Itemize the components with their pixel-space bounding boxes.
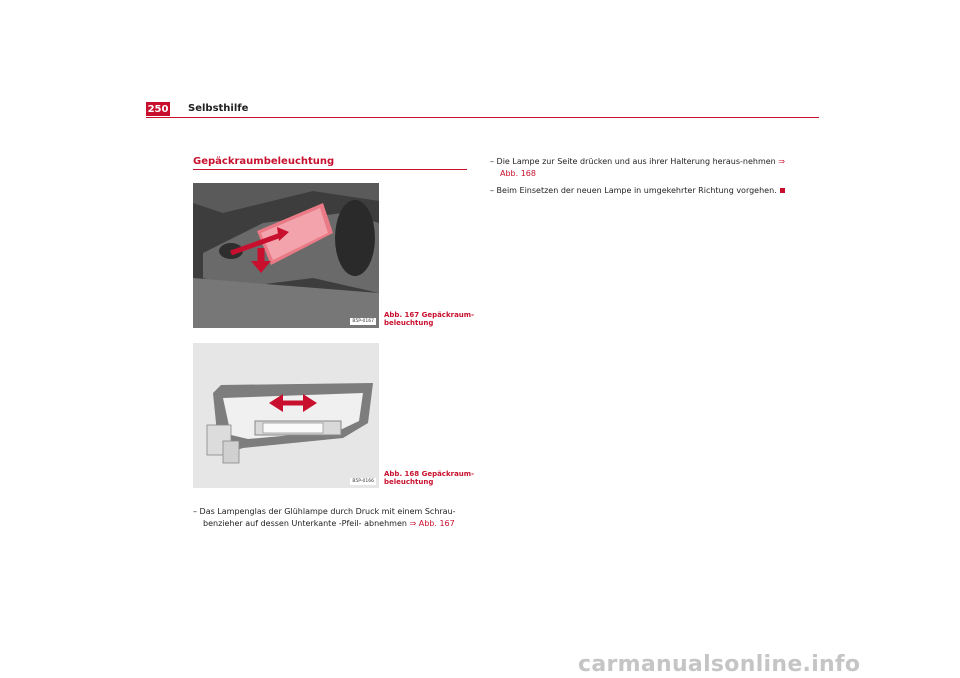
section-divider [193, 169, 467, 170]
step-text: Das Lampenglas der Glühlampe durch Druck mit einem Schrau-benzieher auf dessen Unterkante -Pfeil- abnehmen [199, 507, 456, 528]
figure-ref-link[interactable]: Abb. 167 [418, 519, 455, 528]
instruction-step [193, 506, 483, 530]
step-dash: – [193, 507, 197, 516]
page-number: 250 [147, 103, 169, 115]
step-dash: – [490, 186, 494, 195]
figure-167 [193, 183, 379, 328]
step-text: Die Lampe zur Seite drücken und aus ihrer Halterung heraus-nehmen [496, 157, 776, 166]
instruction-step [490, 156, 790, 180]
figure-caption: Abb. 168 Gepäckraum-beleuchtung [384, 470, 474, 486]
step-text: Beim Einsetzen der neuen Lampe in umgekehrter Richtung vorgehen. [496, 186, 777, 195]
instruction-step [490, 185, 790, 197]
figure-code: B5P-0167 [352, 319, 374, 324]
figure-ref-link[interactable]: Abb. 168 [500, 169, 536, 178]
step-dash: – [490, 157, 494, 166]
header-divider [146, 117, 819, 118]
figure-ref-arrow: ⇒ [778, 157, 785, 166]
figure-code: B5P-0166 [352, 479, 374, 484]
chapter-title: Selbsthilfe [188, 103, 249, 114]
lamp-holder-illustration [193, 343, 379, 488]
figure-caption: Abb. 167 Gepäckraum-beleuchtung [384, 311, 474, 327]
section-title: Gepäckraumbeleuchtung [193, 156, 335, 167]
watermark: carmanualsonline.info [578, 652, 861, 677]
end-of-section-icon [780, 188, 785, 193]
figure-168 [193, 343, 379, 488]
figure-ref-arrow: ⇒ [409, 519, 417, 528]
luggage-light-illustration [193, 183, 379, 328]
